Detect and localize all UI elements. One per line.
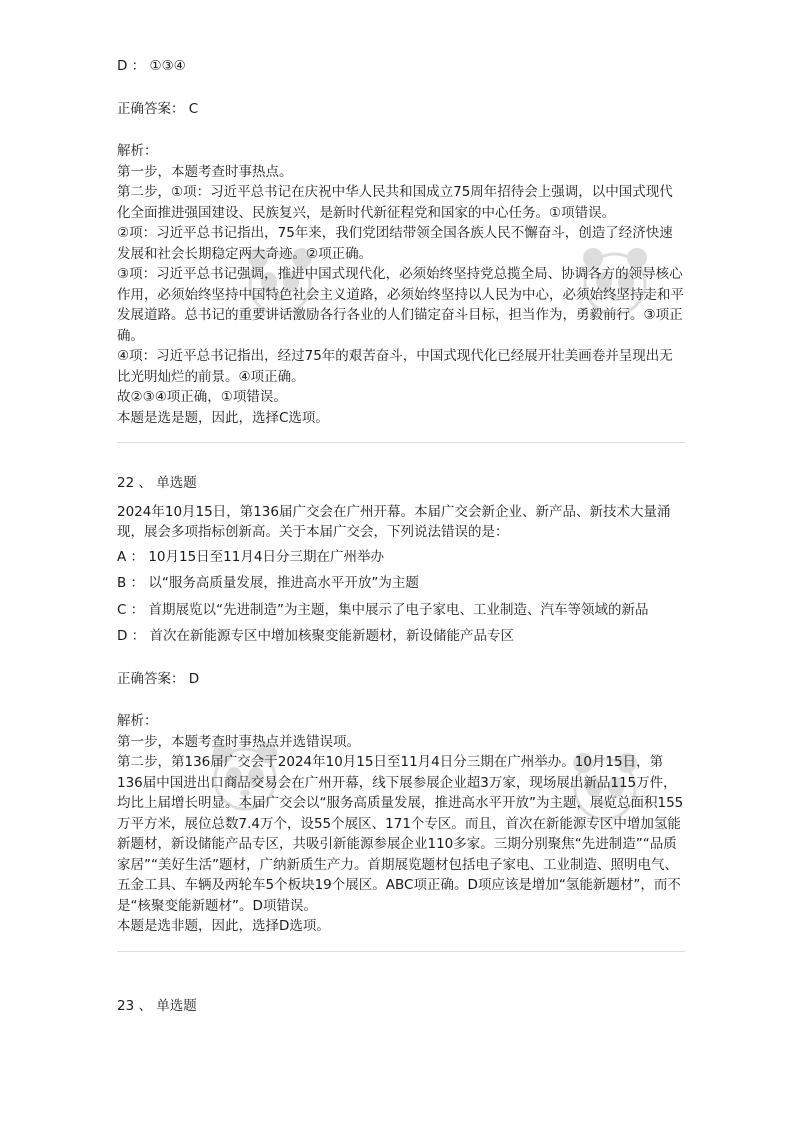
analysis-line: 第一步，本题考查时事热点并选错误项。 <box>117 733 360 750</box>
option-b: B ： 以“服务高质量发展，推进高水平开放”为主题 <box>117 575 419 591</box>
question-header: 23 、 单选题 <box>117 997 197 1014</box>
correct-answer: 正确答案： D <box>117 670 200 687</box>
option-d: D ： ①③④ <box>117 58 186 74</box>
analysis-line: 第二步，第136届广交会于2024年10月15日至11月4日分三期在广州举办。10月15日，第136届中国进出口商品交易会在广州开幕，线下展参展企业超3万家，现场展出新品115万件，均比上届增长明显。本届广交会以“服务高质量发展，推进高水平开放”为主题，展览总面积155万平方米，展位总数7.4万个，设55个展区、171个专区。而且，首次在新能源专区中增加氢能新题材，新设储能产品专区，共吸引新能源参展企业110多家。三期分别聚焦“先进制造”“品质家居”“美好生活”题材，广纳新质生产力。首期展览题材包括电子家电、工业制造、照明电气、五金工具、车辆及两轮车5个板块19个展区。ABC项正确。D项应该是增加“氢能新题材”，而不是“核聚变能新题材”。D项错误。 <box>117 754 684 914</box>
analysis-label: 解析： <box>117 713 158 729</box>
document-page <box>117 56 685 1016</box>
analysis-line: 故②③④项正确，①项错误。 <box>117 389 287 405</box>
option-a: A ： 10月15日至11月4日分三期在广州举办 <box>117 548 384 565</box>
analysis-line: 第一步，本题考查时事热点。 <box>117 163 293 180</box>
analysis-line: 第二步，①项：习近平总书记在庆祝中华人民共和国成立75周年招待会上强调，以中国式现代化全面推进强国建设、民族复兴，是新时代新征程党和国家的中心任务。①项错误。 <box>117 184 673 221</box>
analysis-line: ②项：习近平总书记指出，75年来，我们党团结带领全国各族人民不懈奋斗，创造了经济快速发展和社会长期稳定两大奇迹。②项正确。 <box>117 225 673 262</box>
option-c: C ： 首期展览以“先进制造”为主题，集中展示了电子家电、工业制造、汽车等领域的新品 <box>117 601 649 618</box>
analysis-line: 本题是选非题，因此，选择D选项。 <box>117 918 330 934</box>
question-header: 22 、 单选题 <box>117 475 197 491</box>
analysis-line: ③项：习近平总书记强调，推进中国式现代化，必须始终坚持党总揽全局、协调各方的领导核心作用，必须始终坚持中国特色社会主义道路，必须始终坚持以人民为中心，必须始终坚持走和平发展道路。总书记的重要讲话激励各行各业的人们锚定奋斗目标，担当作为，勇毅前行。③项正确。 <box>117 266 684 344</box>
analysis-line: ④项：习近平总书记指出，经过75年的艰苦奋斗，中国式现代化已经展开壮美画卷并呈现出无比光明灿烂的前景。④项正确。 <box>117 348 673 385</box>
analysis-label: 解析： <box>117 143 158 159</box>
option-d: D ： 首次在新能源专区中增加核聚变能新题材，新设储能产品专区 <box>117 628 514 644</box>
question-stem: 2024年10月15日，第136届广交会在广州开幕。本届广交会新企业、新产品、新技术大量涌现，展会多项指标创新高。关于本届广交会，下列说法错误的是： <box>117 503 671 540</box>
analysis-line: 本题是选是题，因此，选择C选项。 <box>117 409 329 426</box>
correct-answer: 正确答案： C <box>117 100 199 117</box>
